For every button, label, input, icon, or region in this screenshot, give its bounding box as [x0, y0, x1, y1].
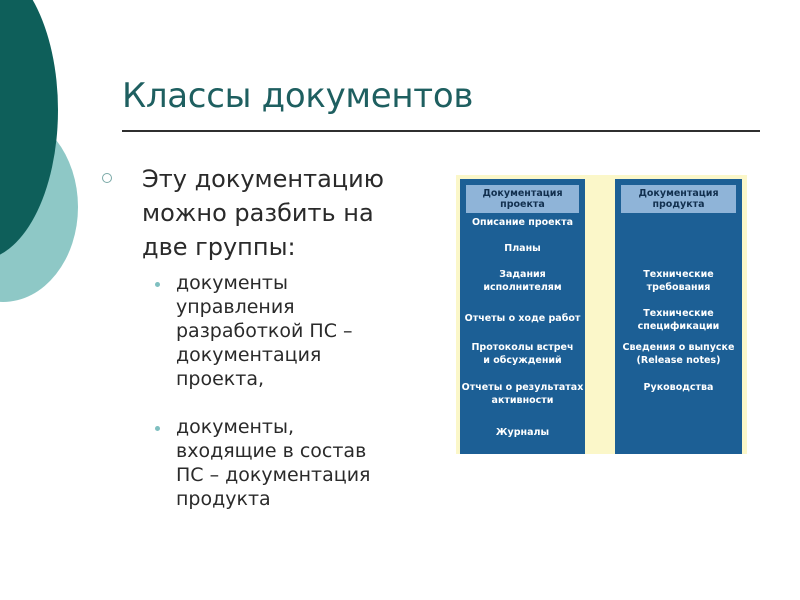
column-item: Сведения о выпуске (Release notes) — [622, 342, 735, 366]
product-documentation-column — [615, 179, 742, 454]
column-item: Планы — [504, 243, 541, 254]
sub-bullet-text-1: документы управления разработкой ПС – документация проекта, — [176, 272, 353, 390]
column-header: Документация продукта — [621, 185, 736, 213]
column-item: Отчеты о результатах активности — [461, 382, 584, 406]
column-item: Технические требования — [643, 269, 714, 293]
dot-bullet-icon — [155, 426, 160, 431]
column-item: Протоколы встреч и обсуждений — [471, 342, 574, 366]
dot-bullet-icon — [155, 282, 160, 287]
column-item: Задания исполнителям — [483, 269, 562, 293]
project-documentation-column — [460, 179, 585, 454]
column-item: Отчеты о ходе работ — [464, 313, 581, 324]
column-item: Руководства — [643, 382, 714, 393]
documentation-classes-figure — [456, 175, 747, 454]
column-header: Документация проекта — [466, 185, 579, 213]
title-divider — [122, 130, 760, 132]
main-bullet-text: Эту документацию можно разбить на две группы: — [142, 165, 384, 261]
column-item: Описание проекта — [471, 217, 573, 228]
hollow-circle-bullet-icon — [102, 173, 112, 183]
column-item: Технические спецификации — [637, 308, 720, 332]
sub-bullet-text-2: документы, входящие в состав ПС – документация продукта — [176, 416, 371, 510]
slide-title: Классы документов — [122, 76, 474, 116]
column-item: Журналы — [495, 427, 550, 438]
